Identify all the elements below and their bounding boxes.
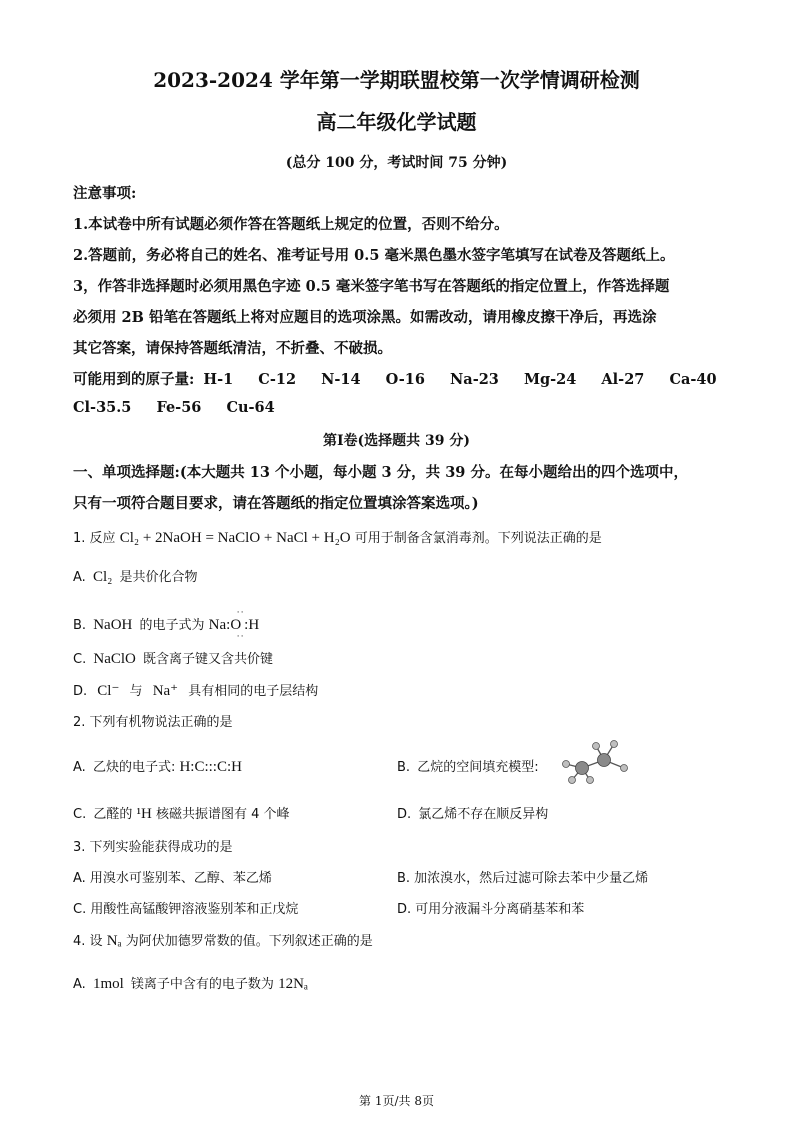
question-3-stem: 3. 下列实验能获得成功的是 [73,840,233,855]
section-instruction-1: 一、单项选择题:(本大题共 13 个小题，每小题 3 分，共 39 分。在每小题给出的四个选项中， [73,464,688,481]
note-1: 1.本试卷中所有试题必须作答在答题纸上规定的位置，否则不给分。 [73,216,509,233]
q1-d-formula2: Na⁺ [152,683,179,699]
q1-a-text: 是共价化合物 [119,570,198,585]
dot-colon-2: : [244,617,249,633]
option-label: B. [397,760,411,775]
dot-bottom: ·· [236,631,245,641]
option-label: C. [73,807,87,822]
q2-option-a [73,756,242,776]
atomic-weight: H-1 [203,371,234,388]
dot-o: O [230,617,242,633]
q4-stem-pre: 4. 设 [73,934,103,949]
option-label: A. [73,570,86,585]
atomic-weights-row1 [73,368,737,389]
page-footer: 第 1页/共 8页 [359,1094,434,1108]
q1-b-text: 的电子式为 [139,618,205,633]
q2-c-text-post: 核磁共振谱图有 4 个峰 [156,807,290,822]
q1-d-formula1: Cl⁻ [97,683,120,699]
notes-heading: 注意事项: [73,185,137,202]
option-label: D. [397,807,412,822]
q3-option-b: B. 加浓溴水，然后过滤可除去苯中少量乙烯 [397,871,649,886]
q2-c-text-pre: 乙醛的 [93,807,133,822]
q2-a-formula: H:C:::C:H [179,759,242,775]
q1-d-text: 具有相同的电子层结构 [188,684,319,699]
atomic-weight: Na-23 [450,371,499,388]
q1-equation: Cl₂ + 2NaOH = NaClO + NaCl + H₂O [119,530,351,546]
option-label: D. [73,684,88,699]
dot-top: ·· [236,607,245,617]
q2-b-text: 乙烷的空间填充模型: [417,760,539,775]
option-label: A. [73,760,86,775]
q1-prefix: 1. 反应 [73,531,116,546]
atomic-weight: Al-27 [601,371,645,388]
exam-subtitle: 高二年级化学试题 [316,110,477,134]
q3-option-a: A. 用溴水可鉴别苯、乙醇、苯乙烯 [73,871,272,886]
q2-option-d [397,803,548,822]
note-2: 2.答题前，务必将自己的姓名、准考证号用 0.5 毫米黑色墨水签字笔填写在试卷及答题纸上。 [73,247,675,264]
question-4-stem [73,930,373,950]
q1-option-c [73,648,273,668]
note-3-line2: 必须用 2B 铅笔在答题纸上将对应题目的选项涂黑。如需改动，请用橡皮擦干净后，再选涂 [73,309,657,326]
option-label: A. [73,977,86,992]
q1-b-formula: NaOH [93,617,133,633]
atomic-weights-row2 [73,399,295,416]
q4-stem-post: 为阿伏加德罗常数的值。下列叙述正确的是 [125,934,373,949]
question-1-stem [73,527,602,547]
q2-option-c [73,803,290,823]
dot-colon: : [226,617,231,633]
q3-option-c: C. 用酸性高锰酸钾溶液鉴别苯和正戊烷 [73,902,299,917]
ethane-space-filling-model-icon [560,738,632,784]
atomic-label: 可能用到的原子量: [73,371,195,388]
option-label: B. [73,618,87,633]
q1-suffix: 可用于制备含氯消毒剂。下列说法正确的是 [354,531,602,546]
q4-stem-formula: Nₐ [106,933,122,949]
q1-c-text: 既含离子键又含共价键 [143,652,274,667]
q1-d-mid: 与 [129,684,143,699]
option-label: C. [73,652,87,667]
atomic-weight: Mg-24 [523,371,577,388]
dot-na: Na [208,617,227,633]
q2-option-b [397,756,539,775]
dot-h: H [248,617,260,633]
q1-option-b [73,607,260,641]
atomic-weight: C-12 [258,371,297,388]
atomic-weight: O-16 [385,371,425,388]
naoh-electron-dot-formula [208,607,260,641]
q1-option-a [73,566,198,586]
atomic-weight: Ca-40 [669,371,717,388]
q2-a-text: 乙炔的电子式: [92,760,176,775]
note-3-line3: 其它答案，请保持答题纸清洁，不折叠、不破损。 [73,340,392,357]
atomic-weight: Cl-35.5 [73,399,132,416]
q4-a-formula: 1mol [92,976,124,992]
q1-c-formula: NaClO [93,651,136,667]
q4-option-a [73,973,308,993]
atomic-weight: Cu-64 [226,399,275,416]
q2-c-formula: ¹H [136,806,152,822]
score-time: (总分 100 分，考试时间 75 分钟) [285,155,508,171]
q1-a-formula: Cl₂ [92,569,113,585]
q3-option-d: D. 可用分液漏斗分离硝基苯和苯 [397,902,585,917]
atomic-weight: Fe-56 [156,399,202,416]
exam-title: 2023-2024 学年第一学期联盟校第一次学情调研检测 [153,68,640,92]
atomic-weight: N-14 [321,371,361,388]
question-2-stem: 2. 下列有机物说法正确的是 [73,715,233,730]
note-3-line1: 3，作答非选择题时必须用黑色字迹 0.5 毫米签字笔书写在答题纸的指定位置上，作答选择题 [73,278,670,295]
section-title: 第Ⅰ卷(选择题共 39 分) [322,433,471,449]
section-instruction-2: 只有一项符合题目要求，请在答题纸的指定位置填涂答案选项。) [73,495,479,512]
q4-a-value: 12Nₐ [278,976,309,992]
q1-option-d [73,680,318,700]
q2-d-text: 氯乙烯不存在顺反异构 [418,807,549,822]
q4-a-text: 镁离子中含有的电子数为 [130,977,274,992]
